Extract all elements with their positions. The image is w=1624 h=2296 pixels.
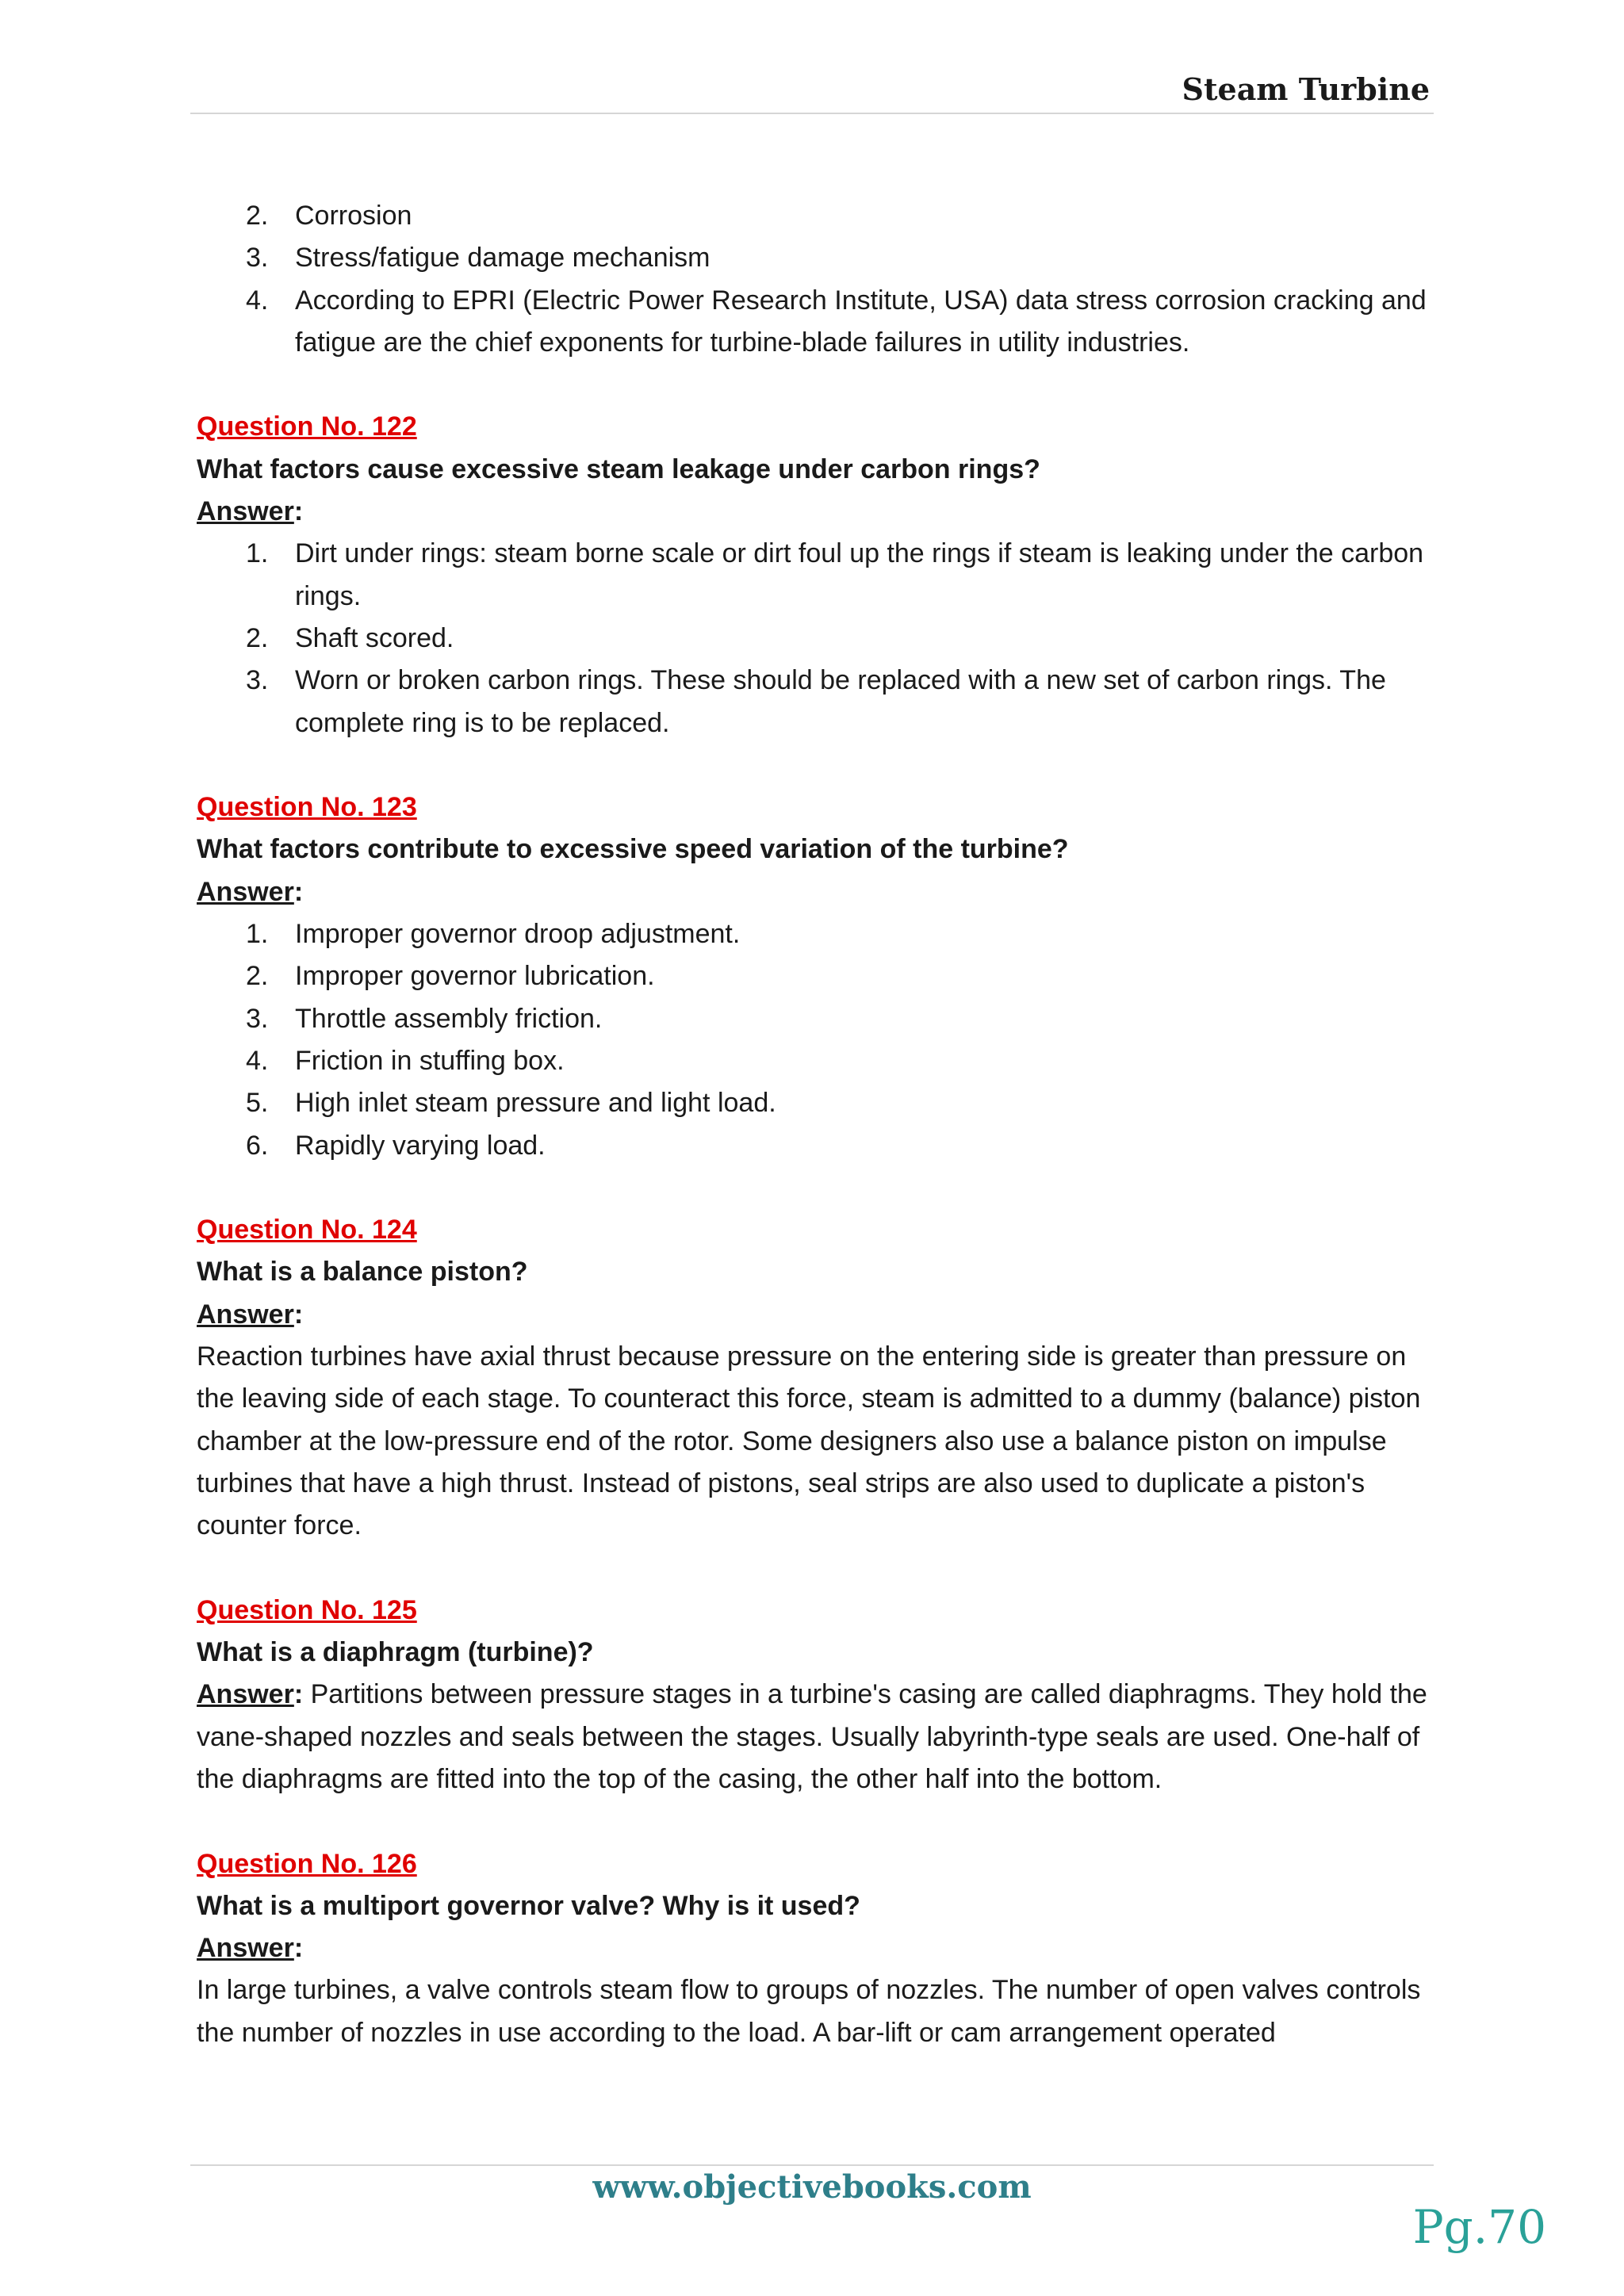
header-divider (190, 113, 1434, 114)
list-item (197, 533, 1434, 618)
list-number: 2. (246, 201, 269, 231)
list-number: 5. (246, 1088, 269, 1119)
question-block-122 (197, 406, 1434, 744)
question-block-125 (197, 1590, 1434, 1800)
answer-paragraph (197, 1674, 1434, 1800)
question-block-123 (197, 786, 1434, 1167)
question-number: Question No. 124 (197, 1215, 417, 1246)
list-number: 4. (246, 285, 269, 316)
list-item (197, 660, 1434, 744)
question-block-126 (197, 1843, 1434, 2054)
list-number: 3. (246, 1003, 269, 1034)
footer-website: www.objectivebooks.com (592, 2168, 1032, 2206)
list-number: 1. (246, 919, 269, 950)
list-number: 6. (246, 1130, 269, 1161)
list-item (197, 955, 1434, 997)
list-text: Rapidly varying load. (295, 1130, 546, 1161)
question-block-124 (197, 1209, 1434, 1547)
list-text: Shaft scored. (295, 622, 454, 653)
answer-label: Answer (197, 1933, 294, 1964)
list-text: Stress/fatigue damage mechanism (295, 243, 710, 274)
list-text: Improper governor droop adjustment. (295, 919, 741, 950)
footer-divider (190, 2164, 1434, 2166)
answer-label: Answer (197, 1299, 294, 1330)
list-item (197, 280, 1434, 365)
list-number: 3. (246, 665, 269, 696)
question-text: What factors contribute to excessive speed variation of the turbine? (197, 834, 1069, 865)
answer-label: Answer (197, 876, 294, 907)
answer-label: Answer (197, 496, 294, 527)
list-number: 3. (246, 243, 269, 274)
answer-paragraph: Reaction turbines have axial thrust because pressure on the entering side is greater than pressure on the leaving side of each stage. To counteract this force, steam is admitted to a dummy (balance) piston chamber at the low-pressure end of the rotor. Some designers also use a balance piston on impulse turbines that have a high thrust. Instead of pistons, seal strips are also used to duplicate a piston's counter force. (197, 1341, 1421, 1541)
answer-inline-text: Partitions between pressure stages in a turbine's casing are called diaphragms. They hold the vane-shaped nozzles and seals between the stages. Usually labyrinth-type seals are used. One-half of the diaphragms are fitted into the top of the casing, the other half into the bottom. (197, 1679, 1427, 1794)
list-item (197, 1040, 1434, 1082)
running-header: Steam Turbine (1182, 71, 1430, 107)
page-number: Pg.70 (1412, 2200, 1546, 2254)
list-number: 1. (246, 538, 269, 569)
question-number: Question No. 123 (197, 792, 417, 823)
list-text: Throttle assembly friction. (295, 1003, 603, 1034)
question-number: Question No. 126 (197, 1848, 417, 1879)
spacer (197, 1548, 1434, 1590)
answer-colon: : (293, 496, 304, 527)
answer-colon: : (293, 1299, 304, 1330)
question-number: Question No. 125 (197, 1594, 417, 1625)
list-text: Worn or broken carbon rings. These should be replaced with a new set of carbon rings. The complete ring is to be replaced. (295, 665, 1386, 738)
list-number: 2. (246, 961, 269, 992)
answer-paragraph: In large turbines, a valve controls steam flow to groups of nozzles. The number of open valves controls the number of nozzles in use according to the load. A bar-lift or cam arrangement operated (197, 1975, 1421, 2048)
answer-colon: : (293, 1933, 304, 1964)
answer-colon: : (293, 876, 304, 907)
question-text: What is a balance piston? (197, 1257, 528, 1288)
answer-list (197, 533, 1434, 744)
list-item (197, 195, 1434, 237)
list-item (197, 1125, 1434, 1167)
list-text: Corrosion (295, 201, 412, 231)
list-text: Friction in stuffing box. (295, 1045, 565, 1076)
list-text: According to EPRI (Electric Power Research Institute, USA) data stress corrosion cracking and fatigue are the chief exponents for turbine-blade failures in utility industries. (295, 285, 1427, 358)
list-item (197, 618, 1434, 660)
list-item (197, 913, 1434, 955)
list-text: High inlet steam pressure and light load. (295, 1088, 776, 1119)
answer-label: Answer (197, 1679, 294, 1710)
list-number: 2. (246, 622, 269, 653)
spacer (197, 1167, 1434, 1209)
question-number: Question No. 122 (197, 411, 417, 442)
page-content (197, 195, 1434, 2054)
question-text: What factors cause excessive steam leakage under carbon rings? (197, 453, 1040, 484)
spacer (197, 364, 1434, 406)
list-item (197, 237, 1434, 279)
list-item (197, 1082, 1434, 1124)
answer-colon: : (293, 1679, 304, 1710)
list-item (197, 998, 1434, 1040)
list-text: Dirt under rings: steam borne scale or dirt foul up the rings if steam is leaking under the carbon rings. (295, 538, 1424, 611)
spacer (197, 1800, 1434, 1843)
spacer (197, 744, 1434, 786)
continued-list (197, 195, 1434, 364)
question-text: What is a diaphragm (turbine)? (197, 1637, 594, 1668)
question-text: What is a multiport governor valve? Why is it used? (197, 1890, 860, 1921)
list-text: Improper governor lubrication. (295, 961, 655, 992)
answer-list (197, 913, 1434, 1167)
list-number: 4. (246, 1045, 269, 1076)
